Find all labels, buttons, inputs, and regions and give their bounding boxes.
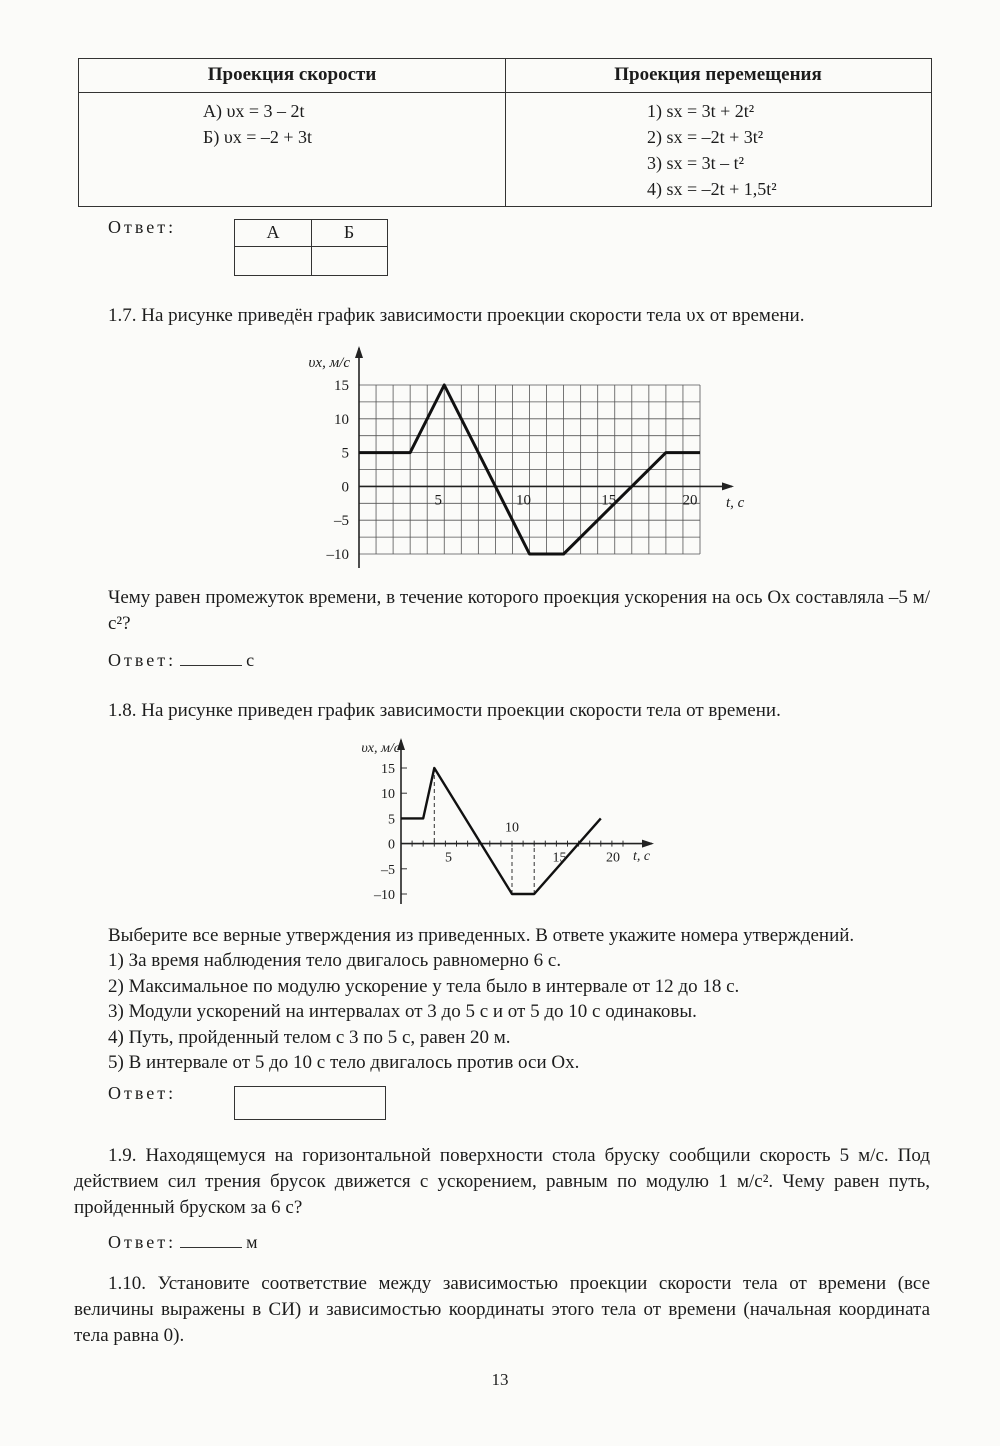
q18-instruction: Выберите все верные утверждения из приведенных. В ответе укажите номера утверждений.	[108, 925, 855, 946]
velocity-options	[203, 98, 312, 150]
q19-answer-label: Ответ:	[108, 1232, 177, 1252]
y-tick-label: 0	[388, 837, 395, 853]
x-axis-label: t, с	[726, 495, 745, 511]
q18-chart	[330, 732, 670, 912]
q17-text: 1.7. На рисунке приведён график зависимости проекции скорости тела υx от времени.	[108, 305, 805, 326]
q19-answer-line	[108, 1229, 258, 1253]
q18-plot-area	[361, 738, 654, 904]
answer-col-a: А	[266, 222, 280, 242]
answer-label: Ответ:	[108, 217, 177, 237]
q18-statement-4: 4) Путь, пройденный телом с 3 по 5 с, равен 20 м.	[108, 1026, 511, 1048]
table-header-line	[79, 92, 931, 93]
header-displacement-projection: Проекция перемещения	[614, 64, 822, 85]
velocity-option-b: Б) υx = –2 + 3t	[203, 127, 313, 147]
displacement-options	[647, 98, 777, 202]
q18-statement-3: 3) Модули ускорений на интервалах от 3 до 5 с и от 5 до 10 с одинаковы.	[108, 1001, 697, 1022]
q18-text: 1.8. На рисунке приведен график зависимости проекции скорости тела от времени.	[108, 700, 781, 721]
q17-question: Чему равен промежуток времени, в течение которого проекция ускорения на ось Ox составляла –5 м/с²?	[108, 587, 930, 634]
x-tick-label: 5	[445, 850, 452, 866]
y-tick-label: –10	[326, 547, 349, 563]
answer-grid-ab[interactable]	[234, 219, 388, 276]
q18-statement-2: 2) Максимальное по модулю ускорение у тела было в интервале от 12 до 18 с.	[108, 975, 740, 997]
x-axis-label: t, с	[633, 849, 651, 864]
velocity-series-line	[401, 768, 601, 894]
velocity-option-a: А) υx = 3 – 2t	[203, 101, 305, 121]
x-tick-label: 5	[434, 492, 442, 509]
q19-answer-blank[interactable]	[180, 1229, 242, 1248]
q18-statements	[108, 948, 739, 1076]
displacement-option-4: 4) sx = –2t + 1,5t²	[647, 179, 777, 199]
y-tick-label: 5	[388, 812, 395, 828]
q17-answer-blank[interactable]	[180, 647, 242, 666]
x-tick-label: 15	[601, 492, 617, 509]
x-tick-label: 20	[606, 850, 620, 866]
x-tick-label: 10	[505, 820, 519, 836]
y-tick-label: –10	[374, 888, 395, 903]
y-tick-label: –5	[334, 513, 349, 530]
q17-answer-label: Ответ:	[108, 650, 177, 670]
q18-statement-5: 5) В интервале от 5 до 10 с тело двигалось против оси Ox.	[108, 1052, 580, 1073]
displacement-option-1: 1) sx = 3t + 2t²	[647, 101, 755, 121]
x-tick-label: 20	[682, 492, 698, 509]
y-axis-arrow-icon	[355, 346, 363, 358]
q17-answer-line	[108, 647, 254, 671]
y-tick-label: 15	[381, 762, 395, 777]
y-tick-label: 5	[341, 445, 349, 462]
y-axis-label: υx, м/с	[308, 355, 350, 371]
x-tick-label: 10	[516, 492, 531, 509]
q18-answer-box[interactable]	[234, 1086, 386, 1120]
q19-text: 1.9. Находящемуся на горизонтальной поверхности стола бруску сообщили скорость 5 м/с. Под действием сил трения брусок движется с ускорением, равным по модулю 1 м/с². Чему равен путь, пройденный бруском за 6 с?	[74, 1145, 930, 1218]
answer-col-b: Б	[343, 222, 355, 242]
q19-answer-unit: м	[246, 1232, 258, 1252]
x-axis-arrow-icon	[722, 482, 734, 490]
q17-answer-unit: с	[246, 650, 255, 670]
q110-text: 1.10. Установите соответствие между зависимостью проекции скорости тела от времени (все величины выражены в СИ) и зависимостью координаты этого тела от времени (начальная координата тела равна 0).	[74, 1273, 930, 1346]
x-axis-arrow-icon	[642, 840, 654, 848]
q17-chart	[270, 340, 770, 575]
x-tick-label: 15	[552, 850, 567, 866]
q18-statement-1: 1) За время наблюдения тело двигалось равномерно 6 с.	[108, 950, 562, 971]
displacement-option-3: 3) sx = 3t – t²	[647, 153, 745, 173]
y-tick-label: 0	[341, 479, 349, 496]
q18-answer-label: Ответ:	[108, 1083, 177, 1103]
q17-plot-area	[309, 346, 745, 568]
y-axis-label: υx, м/с	[361, 741, 400, 756]
matching-table	[78, 58, 932, 207]
y-tick-label: 10	[381, 787, 395, 803]
displacement-option-2: 2) sx = –2t + 3t²	[647, 127, 764, 147]
y-tick-label: –5	[381, 862, 395, 878]
header-velocity-projection: Проекция скорости	[207, 64, 377, 85]
y-tick-label: 10	[334, 411, 349, 428]
y-tick-label: 15	[334, 378, 349, 394]
page-number: 13	[491, 1370, 509, 1389]
